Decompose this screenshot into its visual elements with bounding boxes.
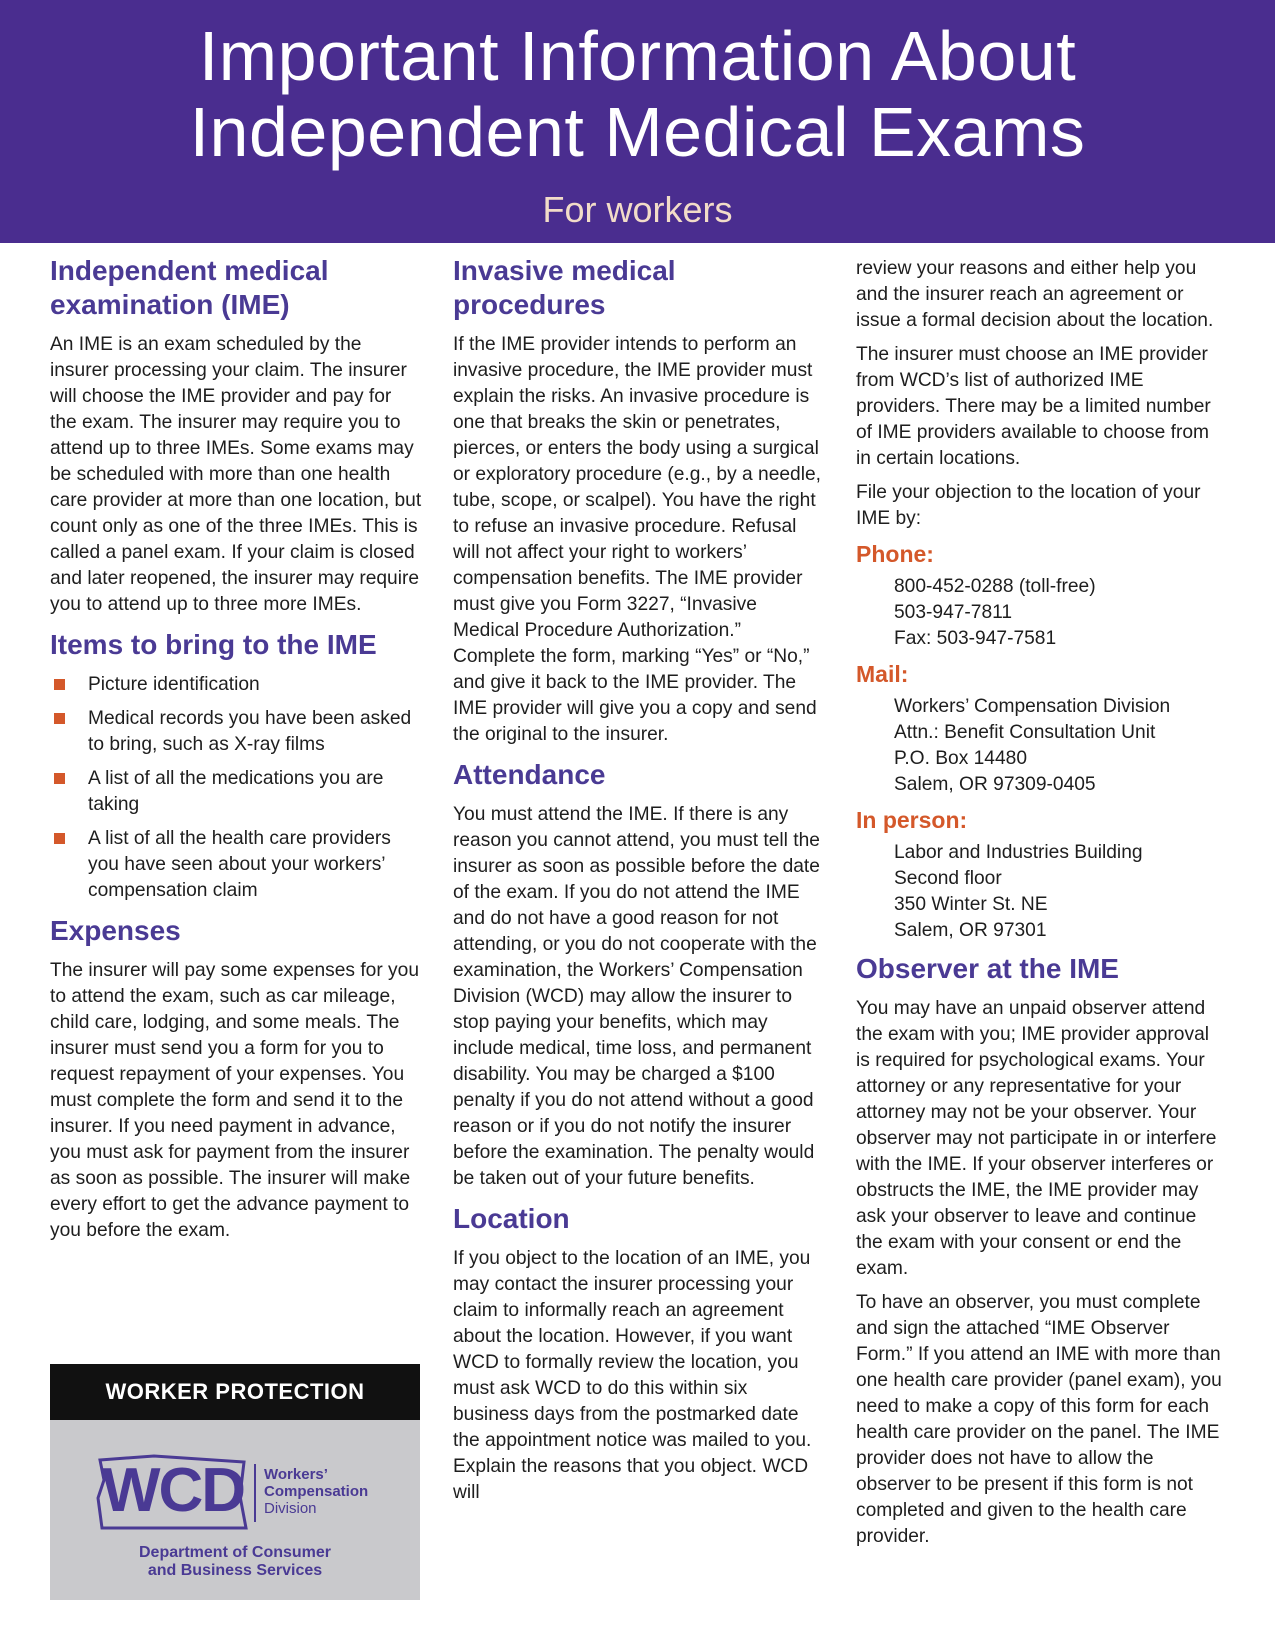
department-name — [50, 1544, 420, 1580]
address-line: Salem, OR 97301 — [894, 920, 1047, 941]
attendance-heading: Attendance — [453, 759, 606, 790]
mail-line: Workers’ Compensation Division — [894, 696, 1171, 717]
observer-para-1: You may have an unpaid observer attend the exam with you; IME provider approval is required for psychological exams. Your attorney or any representative for your attorney may not be your observer. Your observer may not participate in or interfere with the IME. If your observer interferes or obstructs the IME, the IME provider may ask your observer to leave and continue the exam with your consent or end the exam. — [856, 998, 1217, 1279]
ime-body: An IME is an exam scheduled by the insurer processing your claim. The insurer will choose the IME provider and pay for the exam. The insurer may require you to attend up to three IMEs. Some exams may be scheduled with more than one health care provider at more than one location, but count only as one of the three IMEs. This is called a panel exam. If your claim is closed and later reopened, the insurer may require you to attend up to three more IMEs. — [50, 334, 422, 615]
location-para-3: File your objection to the location of your IME by: — [856, 482, 1201, 529]
list-item: A list of all the medications you are taking — [50, 766, 422, 818]
location-para-2: The insurer must choose an IME provider from WCD’s list of authorized IME providers. There may be a limited number of IME providers available to choose from in certain locations. — [856, 344, 1211, 469]
column-2 — [453, 254, 825, 1514]
title-line-1: Important Information About — [198, 17, 1077, 95]
address-line: Labor and Industries Building — [894, 842, 1143, 863]
mail-label: Mail: — [856, 661, 909, 687]
list-item: A list of all the health care providers you have seen about your workers’ compensation claim — [50, 826, 422, 904]
page-title — [0, 0, 1275, 170]
expenses-body: The insurer will pay some expenses for you to attend the exam, such as car mileage, child care, lodging, and some meals. The insurer must send you a form for you to request repayment of your expenses. You must complete the form and send it to the insurer. If you need payment in advance, you must ask for payment from the insurer as soon as possible. The insurer will make every effort to get the advance payment to you before the exam. — [50, 960, 419, 1241]
mail-line: Salem, OR 97309-0405 — [894, 774, 1096, 795]
header-banner — [0, 0, 1275, 243]
wcd-logo-lines — [264, 1466, 368, 1517]
phone-toll-free: 800-452-0288 (toll-free) — [894, 576, 1096, 597]
bullet-square-icon — [54, 679, 65, 690]
phone-fax: Fax: 503-947-7581 — [894, 628, 1057, 649]
in-person-block — [856, 840, 1228, 944]
logo-divider — [254, 1464, 256, 1522]
bullet-square-icon — [54, 833, 65, 844]
logo-line: Compensation — [264, 1483, 369, 1500]
column-1 — [50, 254, 422, 1252]
mail-block — [856, 694, 1228, 798]
items-list — [50, 672, 422, 904]
logo-line: Workers’ — [264, 1466, 328, 1483]
worker-protection-badge — [50, 1364, 420, 1600]
invasive-heading: Invasive medical procedures — [453, 255, 676, 320]
badge-bar: WORKER PROTECTION — [50, 1364, 420, 1420]
address-line: 350 Winter St. NE — [894, 894, 1048, 915]
page-subtitle: For workers — [542, 189, 733, 230]
attendance-body: You must attend the IME. If there is any reason you cannot attend, you must tell the insurer as soon as possible before the date of the exam. If you do not attend the IME and do not have a good reason for not attending, or you do not cooperate with the examination, the Workers’ Compensation Division (WCD) may allow the insurer to stop paying your benefits, which may include medical, time loss, and permanent disability. You may be charged a $100 penalty if you do not attend without a good reason or if you do not notify the insurer before the examination. The penalty would be taken out of your future benefits. — [453, 804, 820, 1189]
items-heading: Items to bring to the IME — [50, 629, 377, 660]
logo-line: Division — [264, 1500, 317, 1517]
department-line: Department of Consumer — [138, 1544, 332, 1561]
title-line-2: Independent Medical Exams — [189, 93, 1086, 171]
location-continued: review your reasons and either help you and the insurer reach an agreement or issue a formal decision about the location. — [856, 258, 1214, 331]
phone-block — [856, 574, 1228, 652]
bullet-square-icon — [54, 713, 65, 724]
mail-line: P.O. Box 14480 — [894, 748, 1027, 769]
phone-label: Phone: — [856, 541, 934, 567]
wcd-logo — [94, 1452, 394, 1532]
column-3 — [856, 256, 1228, 1558]
phone-local: 503-947-7811 — [894, 602, 1013, 623]
department-line: and Business Services — [147, 1562, 323, 1579]
list-item: Picture identification — [50, 672, 422, 698]
mail-line: Attn.: Benefit Consultation Unit — [894, 722, 1156, 743]
bullet-square-icon — [54, 773, 65, 784]
in-person-label: In person: — [856, 807, 968, 833]
observer-para-2: To have an observer, you must complete and sign the attached “IME Observer Form.” If you attend an IME with more than one health care provider (panel exam), you need to make a copy of this form for each health care provider on the panel. The IME provider does not have to allow the observer to be present if this form is not completed and given to the health care provider. — [856, 1292, 1222, 1547]
location-heading: Location — [453, 1203, 570, 1234]
ime-heading: Independent medical examination (IME) — [50, 255, 329, 320]
list-item: Medical records you have been asked to bring, such as X-ray films — [50, 706, 422, 758]
address-line: Second floor — [894, 868, 1002, 889]
wcd-logo-text: WCD — [101, 1456, 245, 1525]
observer-heading: Observer at the IME — [856, 953, 1119, 984]
expenses-heading: Expenses — [50, 915, 181, 946]
invasive-body: If the IME provider intends to perform an invasive procedure, the IME provider must explain the risks. An invasive procedure is one that breaks the skin or penetrates, pierces, or enters the body using a surgical or exploratory procedure (e.g., by a needle, tube, scope, or scalpel). You have the right to refuse an invasive procedure. Refusal will not affect your right to workers’ compensation benefits. The IME provider must give you Form 3227, “Invasive Medical Procedure Authorization.” Complete the form, marking “Yes” or “No,” and give it back to the IME provider. The IME provider will give you a copy and send the original to the insurer. — [453, 334, 821, 745]
location-body: If you object to the location of an IME, you may contact the insurer processing your claim to informally reach an agreement about the location. However, if you want WCD to formally review the location, you must ask WCD to do this within six business days from the postmarked date the appointment notice was mailed to you. Explain the reasons that you object. WCD will — [453, 1248, 812, 1503]
